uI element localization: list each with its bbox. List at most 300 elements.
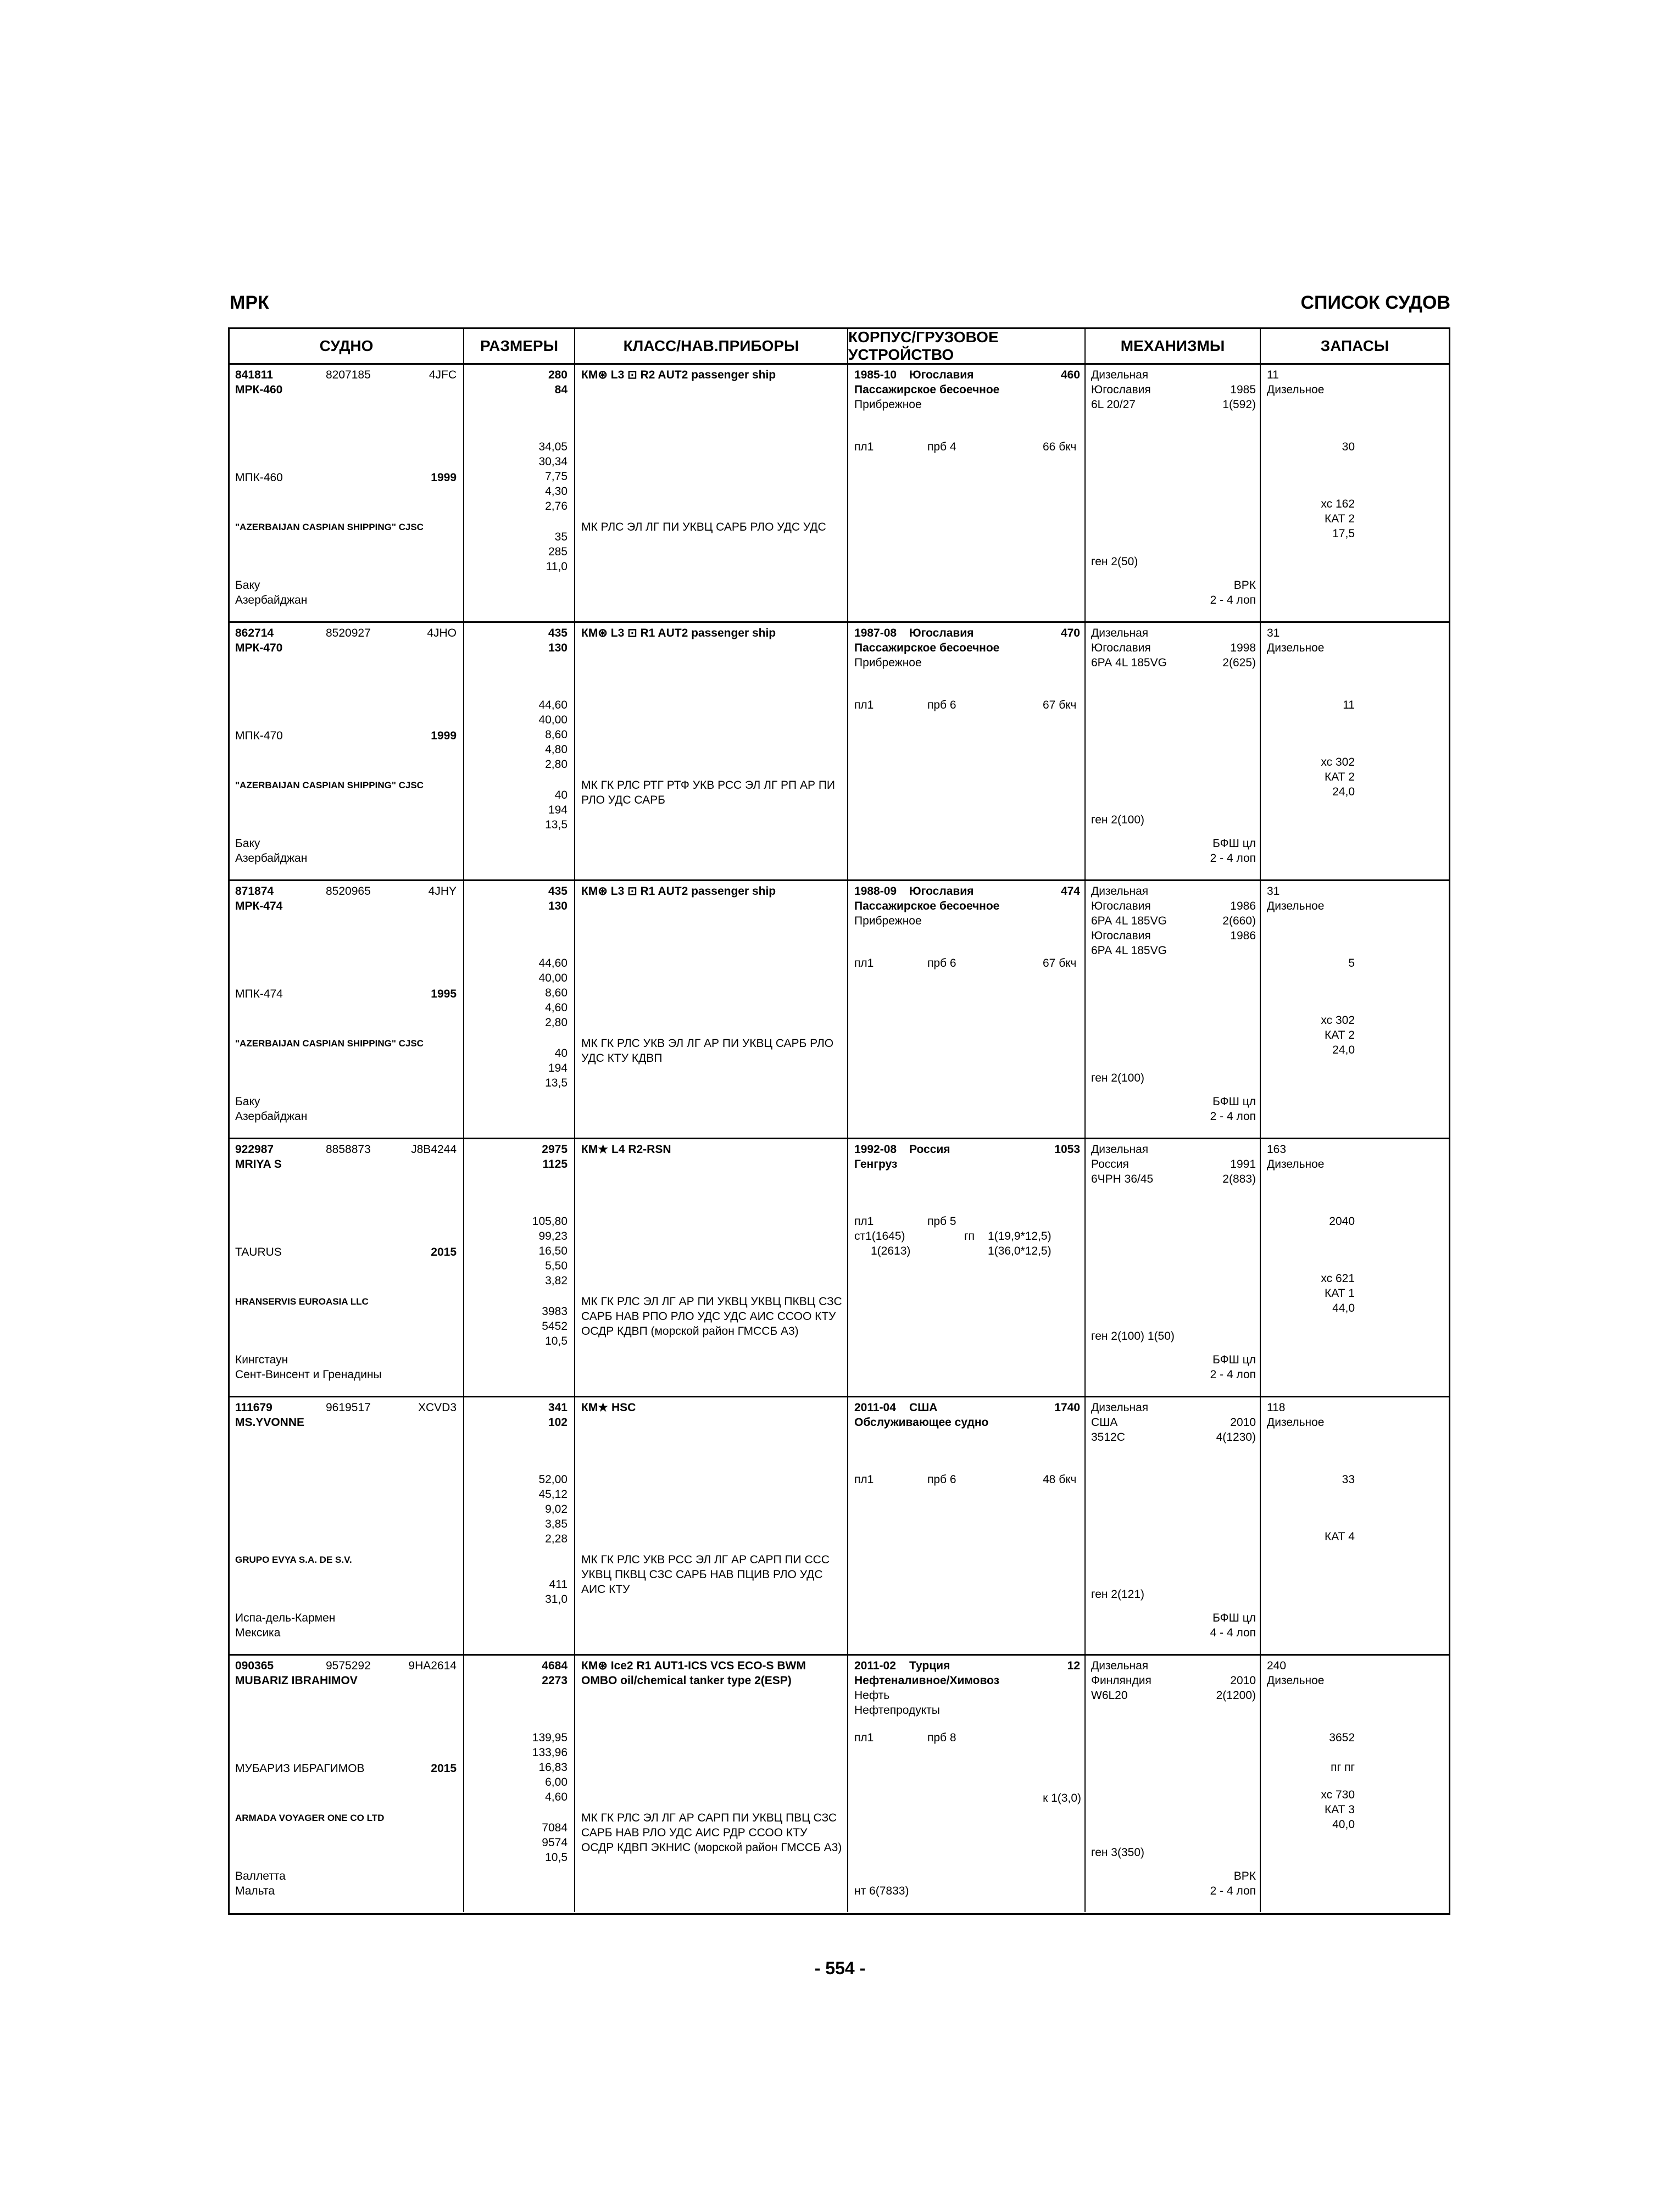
port-of-registry: Баку [235, 1095, 260, 1108]
engine-detail: 3512C [1091, 1431, 1125, 1444]
imo-number: 8520965 [326, 885, 371, 898]
dimension-value: 3,82 [545, 1274, 568, 1287]
engine-value: 1985 [1230, 383, 1256, 396]
vessel-name: МРК-460 [235, 383, 283, 396]
capacity-value: 40 [554, 1047, 568, 1060]
column-divider [847, 365, 848, 621]
fuel-type: Дизельное [1267, 900, 1325, 912]
registry-number: 111679 [235, 1401, 272, 1414]
generators: ген 2(121) [1091, 1588, 1145, 1601]
dimension-value: 3,85 [545, 1518, 568, 1530]
engine-detail: Югославия [1091, 642, 1151, 654]
net-tonnage: 130 [548, 642, 568, 654]
fuel-tanks: 67 бкч [1043, 699, 1077, 711]
dimension-value: 2,80 [545, 1016, 568, 1029]
hull-type: Генгруз [854, 1158, 898, 1171]
deck-count: пл1 [854, 699, 874, 711]
vessel-name: MUBARIZ IBRAHIMOV [235, 1674, 358, 1687]
nav-equipment: МК ГК РЛС ЭЛ ЛГ АР САРП ПИ УКВЦ ПВЦ СЗС САРБ НАВ РЛО УДС АИС РДР ССОО КТУ ОСДР КДВП ЭКНИС (морской район ГМССБ А3) [581, 1812, 842, 1854]
call-sign: 9HA2614 [408, 1659, 457, 1672]
net-tonnage: 2273 [542, 1674, 568, 1687]
engine-detail: 6ЧРН 36/45 [1091, 1173, 1154, 1185]
capacity-value: 411 [549, 1578, 568, 1591]
imo-number: 8520927 [326, 627, 371, 639]
column-divider [463, 1139, 464, 1396]
class-notation: КМ⊛ Ice2 R1 AUT1-ICS VCS ECO-S BWM OMBO oil/chemical tanker type 2(ESP) [581, 1659, 806, 1687]
column-header-dimensions: РАЗМЕРЫ [480, 337, 559, 354]
dimension-value: 4,60 [545, 1791, 568, 1803]
vessel-name: МРК-470 [235, 642, 283, 654]
cargo-hatch-size: 1(36,0*12,5) [988, 1245, 1052, 1257]
engine-value: 2(660) [1222, 915, 1256, 927]
hull-number: 12 [1067, 1659, 1080, 1672]
fuel-type: Дизельное [1267, 383, 1325, 396]
engine-detail: Югославия [1091, 383, 1151, 396]
flag-country: Сент-Винсент и Гренадины [235, 1368, 382, 1381]
fuel-type: Дизельное [1267, 1674, 1325, 1687]
flag-country: Азербайджан [235, 1110, 308, 1123]
call-sign: 4JFC [429, 369, 457, 381]
net-tonnage: 84 [554, 383, 568, 396]
column-divider [1260, 1656, 1261, 1912]
nav-equipment: МК ГК РЛС РТГ РТФ УКВ РСС ЭЛ ЛГ РП АР ПИ РЛО УДС САРБ [581, 779, 836, 806]
build-year: 2015 [431, 1246, 457, 1258]
nav-equipment: МК ГК РЛС УКВ РСС ЭЛ ЛГ АР САРП ПИ ССС УКВЦ ПКВЦ СЗС САРБ НАВ ПЦИВ РЛО УДС АИС КТУ [581, 1553, 830, 1596]
generators: ген 2(100) [1091, 1072, 1145, 1084]
generators: ген 2(100) 1(50) [1091, 1330, 1175, 1342]
capacity-value: 40 [554, 789, 568, 801]
port-of-registry: Баку [235, 579, 260, 592]
dimension-value: 34,05 [538, 441, 568, 453]
gross-tonnage: 4684 [542, 1659, 568, 1672]
dimension-value: 6,00 [545, 1776, 568, 1789]
hull-number: 470 [1060, 627, 1080, 639]
class-notation: КМ★ L4 R2-RSN [581, 1143, 671, 1156]
stores-category: хс 730 [1321, 1789, 1355, 1801]
column-divider [1260, 365, 1261, 621]
hull-build-year: 1987-08 [854, 627, 897, 639]
column-divider [463, 1397, 464, 1654]
engine-value: 1998 [1230, 642, 1256, 654]
hull-number: 460 [1060, 369, 1080, 381]
engine-value: 2(625) [1222, 656, 1256, 669]
gross-tonnage: 280 [548, 369, 568, 381]
fuel-tanks: 66 бкч [1043, 441, 1077, 453]
stores-quantity: 240 [1267, 1659, 1287, 1672]
engine-type: Дизельная [1091, 1659, 1149, 1672]
bulkhead-count: прб 6 [927, 1473, 956, 1486]
former-name: МПК-460 [235, 471, 283, 484]
propeller-type: БФШ цл [1212, 837, 1256, 850]
dimension-value: 139,95 [532, 1731, 568, 1744]
engine-detail: W6L20 [1091, 1689, 1128, 1702]
cargo-hold-info: ст1(1645) [854, 1230, 905, 1243]
vessel-record [230, 365, 1449, 623]
column-divider [1260, 1397, 1261, 1654]
column-divider [463, 623, 464, 879]
hull-build-country: Югославия [909, 369, 974, 381]
dimension-value: 4,80 [545, 743, 568, 756]
column-header-class-nav: КЛАСС/НАВ.ПРИБОРЫ [623, 337, 799, 354]
dimension-value: 45,12 [538, 1488, 568, 1501]
column-divider [463, 1656, 464, 1912]
nav-equipment: МК ГК РЛС УКВ ЭЛ ЛГ АР ПИ УКВЦ САРБ РЛО УДС КТУ КДВП [581, 1037, 834, 1065]
column-divider [574, 1656, 575, 1912]
capacity-value: 194 [548, 804, 568, 816]
owner-name: "AZERBAIJAN CASPIAN SHIPPING" CJSC [235, 1038, 424, 1049]
page-header-right: СПИСОК СУДОВ [1300, 292, 1450, 313]
stores-value: 33 [1342, 1473, 1355, 1486]
stores-value: 3652 [1329, 1731, 1355, 1744]
tanks-info: нт 6(7833) [854, 1885, 909, 1897]
column-divider [847, 1139, 848, 1396]
engine-detail: Финляндия [1091, 1674, 1151, 1687]
build-year: 1995 [431, 988, 457, 1000]
column-header-vessel: СУДНО [319, 337, 374, 354]
engine-value: 2010 [1230, 1416, 1256, 1429]
column-header-stores: ЗАПАСЫ [1320, 337, 1389, 354]
vessel-name: МРК-474 [235, 900, 283, 912]
column-divider [574, 1397, 575, 1654]
owner-name: GRUPO EVYA S.A. DE S.V. [235, 1555, 352, 1565]
registry-number: 871874 [235, 885, 274, 898]
dimension-value: 7,75 [545, 470, 568, 483]
hull-build-year: 2011-02 [854, 1659, 896, 1672]
capacity-value: 3983 [542, 1305, 568, 1318]
column-divider [574, 623, 575, 879]
dimension-value: 9,02 [545, 1503, 568, 1516]
column-header-hull-cargo: КОРПУС/ГРУЗОВОЕ УСТРОЙСТВО [848, 328, 999, 363]
deck-count: пл1 [854, 957, 874, 970]
column-divider [1260, 881, 1261, 1138]
hull-number: 1740 [1054, 1401, 1080, 1414]
flag-country: Мальта [235, 1885, 275, 1897]
owner-name: "AZERBAIJAN CASPIAN SHIPPING" CJSC [235, 780, 424, 790]
stores-category: 17,5 [1332, 527, 1355, 540]
crane-info: к 1(3,0) [1043, 1792, 1081, 1804]
propeller-blades: 2 - 4 лоп [1210, 1368, 1256, 1381]
stores-value: 2040 [1329, 1215, 1355, 1228]
hull-extra-line: Нефтепродукты [854, 1704, 940, 1717]
former-name: МУБАРИЗ ИБРАГИМОВ [235, 1762, 365, 1775]
page-number: - 554 - [814, 1958, 866, 1978]
navigation-area: Прибрежное [854, 656, 922, 669]
vessel-name: MS.YVONNE [235, 1416, 305, 1429]
stores-value: 11 [1343, 699, 1355, 711]
navigation-area: Прибрежное [854, 398, 922, 411]
net-tonnage: 130 [548, 900, 568, 912]
vessel-record [230, 623, 1449, 881]
vessel-record [230, 1397, 1449, 1656]
propeller-type: ВРК [1233, 579, 1256, 592]
table-header [230, 329, 1449, 365]
dimension-value: 52,00 [538, 1473, 568, 1486]
stores-category: хс 162 [1321, 498, 1355, 510]
dimension-value: 4,30 [545, 485, 568, 498]
hull-number: 1053 [1054, 1143, 1080, 1156]
column-header-machinery: МЕХАНИЗМЫ [1120, 337, 1225, 354]
cargo-hatch-label: гп [964, 1230, 975, 1243]
registry-number: 922987 [235, 1143, 274, 1156]
hull-build-country: Турция [909, 1659, 950, 1672]
engine-detail: 6L 20/27 [1091, 398, 1136, 411]
capacity-value: 10,5 [545, 1335, 568, 1347]
bulkhead-count: прб 5 [927, 1215, 956, 1228]
stores-category: КАТ 2 [1325, 1029, 1355, 1041]
engine-type: Дизельная [1091, 1401, 1149, 1414]
capacity-value: 5452 [542, 1320, 568, 1333]
hull-build-country: Россия [909, 1143, 950, 1156]
capacity-value: 194 [548, 1062, 568, 1074]
engine-value: 2010 [1230, 1674, 1256, 1687]
stores-quantity: 31 [1267, 627, 1280, 639]
imo-number: 9619517 [326, 1401, 371, 1414]
build-year: 1999 [431, 471, 457, 484]
fuel-tanks: 67 бкч [1043, 957, 1077, 970]
column-divider [1084, 881, 1086, 1138]
dimension-value: 133,96 [532, 1746, 568, 1759]
engine-detail: Югославия [1091, 900, 1151, 912]
column-divider [847, 1656, 848, 1912]
deck-count: пл1 [854, 1473, 874, 1486]
class-notation: КМ⊛ L3 ⊡ R1 AUT2 passenger ship [581, 627, 776, 639]
dimension-value: 16,50 [538, 1245, 568, 1257]
deck-count: пл1 [854, 441, 874, 453]
column-divider [574, 1139, 575, 1396]
propeller-blades: 2 - 4 лоп [1210, 594, 1256, 606]
hull-build-country: США [909, 1401, 938, 1414]
stores-category: КАТ 4 [1325, 1530, 1355, 1543]
hull-type: Нефтеналивное/Химовоз [854, 1674, 1000, 1687]
engine-value: 2(1200) [1216, 1689, 1256, 1702]
propeller-type: БФШ цл [1212, 1095, 1256, 1108]
fuel-type: Дизельное [1267, 642, 1325, 654]
cargo-hatch-size: 1(19,9*12,5) [988, 1230, 1052, 1243]
gross-tonnage: 341 [548, 1401, 568, 1414]
engine-value: 1(592) [1222, 398, 1256, 411]
port-of-registry: Кингстаун [235, 1353, 288, 1366]
generators: ген 2(100) [1091, 814, 1145, 826]
net-tonnage: 1125 [542, 1158, 568, 1171]
dimension-value: 2,28 [545, 1533, 568, 1545]
column-divider [574, 881, 575, 1138]
hull-build-year: 1992-08 [854, 1143, 897, 1156]
net-tonnage: 102 [548, 1416, 568, 1429]
capacity-value: 7084 [542, 1821, 568, 1834]
propeller-blades: 4 - 4 лоп [1210, 1626, 1256, 1639]
capacity-value: 11,0 [546, 560, 568, 573]
column-divider [574, 365, 575, 621]
build-year: 1999 [431, 729, 457, 742]
stores-category: хс 621 [1321, 1272, 1355, 1285]
capacity-value: 9574 [542, 1836, 568, 1849]
hull-build-year: 1985-10 [854, 369, 897, 381]
stores-value: 30 [1342, 441, 1355, 453]
capacity-value: 10,5 [545, 1851, 568, 1864]
vessel-record [230, 1139, 1449, 1397]
dimension-value: 44,60 [538, 699, 568, 711]
dimension-value: 105,80 [532, 1215, 568, 1228]
engine-detail: Югославия [1091, 929, 1151, 942]
engine-value: 1991 [1230, 1158, 1256, 1171]
column-divider [463, 881, 464, 1138]
stores-quantity: 11 [1267, 369, 1279, 381]
column-divider [463, 365, 464, 621]
column-divider [1084, 1656, 1086, 1912]
hull-build-country: Югославия [909, 627, 974, 639]
capacity-value: 13,5 [545, 1077, 568, 1089]
engine-type: Дизельная [1091, 885, 1149, 898]
dimension-value: 30,34 [538, 455, 568, 468]
propeller-type: БФШ цл [1212, 1353, 1256, 1366]
engine-detail: 6РА 4L 185VG [1091, 915, 1167, 927]
navigation-area: Нефть [854, 1689, 890, 1702]
column-divider [847, 1397, 848, 1654]
port-of-registry: Испа-дель-Кармен [235, 1612, 336, 1624]
propeller-type: БФШ цл [1212, 1612, 1256, 1624]
hull-number: 474 [1060, 885, 1080, 898]
engine-value: 2(883) [1222, 1173, 1256, 1185]
dimension-value: 40,00 [538, 972, 568, 984]
fuel-tanks: 48 бкч [1043, 1473, 1077, 1486]
registry-number: 841811 [235, 369, 273, 381]
former-name: МПК-474 [235, 988, 283, 1000]
dimension-value: 2,76 [545, 500, 568, 512]
propeller-blades: 2 - 4 лоп [1210, 1110, 1256, 1123]
capacity-value: 31,0 [545, 1593, 568, 1606]
bulkhead-count: прб 6 [927, 957, 956, 970]
dimension-value: 4,60 [545, 1001, 568, 1014]
imo-number: 8858873 [326, 1143, 371, 1156]
stores-quantity: 118 [1267, 1401, 1286, 1414]
dimension-value: 5,50 [545, 1260, 568, 1272]
generators: ген 3(350) [1091, 1846, 1145, 1859]
deck-count: пл1 [854, 1731, 874, 1744]
class-notation: КМ⊛ L3 ⊡ R1 AUT2 passenger ship [581, 885, 776, 898]
call-sign: J8B4244 [411, 1143, 457, 1156]
hull-type: Пассажирское бесоечное [854, 383, 1000, 396]
dimension-value: 8,60 [545, 987, 568, 999]
dimension-value: 16,83 [538, 1761, 568, 1774]
stores-category: 40,0 [1332, 1818, 1355, 1831]
stores-category: КАТ 2 [1325, 512, 1355, 525]
fuel-type: Дизельное [1267, 1158, 1325, 1171]
deck-count: пл1 [854, 1215, 874, 1228]
owner-name: HRANSERVIS EUROASIA LLC [235, 1296, 369, 1307]
class-notation: КМ⊛ L3 ⊡ R2 AUT2 passenger ship [581, 369, 776, 381]
hull-build-year: 2011-04 [854, 1401, 896, 1414]
column-divider [847, 881, 848, 1138]
gross-tonnage: 435 [548, 627, 568, 639]
hull-build-country: Югославия [909, 885, 974, 898]
owner-name: "AZERBAIJAN CASPIAN SHIPPING" CJSC [235, 522, 424, 532]
column-divider [1260, 623, 1261, 879]
capacity-value: 35 [554, 531, 568, 543]
dimension-value: 44,60 [538, 957, 568, 970]
hull-type: Пассажирское бесоечное [854, 642, 1000, 654]
build-year: 2015 [431, 1762, 457, 1775]
stores-category: 44,0 [1332, 1302, 1355, 1314]
hull-type: Обслуживающее судно [854, 1416, 989, 1429]
nav-equipment: МК РЛС ЭЛ ЛГ ПИ УКВЦ САРБ РЛО УДС УДС [581, 521, 826, 533]
engine-type: Дизельная [1091, 627, 1149, 639]
dimension-value: 40,00 [538, 714, 568, 726]
engine-value: 1986 [1230, 929, 1256, 942]
gross-tonnage: 435 [548, 885, 568, 898]
propeller-type: ВРК [1233, 1870, 1256, 1882]
stores-quantity: 163 [1267, 1143, 1287, 1156]
column-divider [1084, 1397, 1086, 1654]
engine-type: Дизельная [1091, 1143, 1149, 1156]
ship-register-table [228, 327, 1450, 1915]
dimension-value: 2,80 [545, 758, 568, 771]
former-name: TAURUS [235, 1246, 282, 1258]
navigation-area: Прибрежное [854, 915, 922, 927]
engine-type: Дизельная [1091, 369, 1149, 381]
port-of-registry: Баку [235, 837, 260, 850]
propeller-blades: 2 - 4 лоп [1210, 1885, 1256, 1897]
flag-country: Мексика [235, 1626, 281, 1639]
registry-number: 090365 [235, 1659, 274, 1672]
column-divider [1260, 1139, 1261, 1396]
cargo-hold-info: 1(2613) [871, 1245, 911, 1257]
engine-detail: 6РА 4L 185VG [1091, 656, 1167, 669]
bulkhead-count: прб 8 [927, 1731, 956, 1744]
page-header-left: МРК [230, 292, 269, 313]
stores-category: 24,0 [1332, 1044, 1355, 1056]
bulkhead-count: прб 6 [927, 699, 956, 711]
stores-category: КАТ 1 [1325, 1287, 1355, 1300]
call-sign: 4JHY [428, 885, 457, 898]
stores-note: пг пг [1331, 1761, 1355, 1774]
stores-category: КАТ 2 [1325, 771, 1355, 783]
imo-number: 9575292 [326, 1659, 371, 1672]
engine-detail: США [1091, 1416, 1118, 1429]
propeller-blades: 2 - 4 лоп [1210, 852, 1256, 865]
stores-category: КАТ 3 [1325, 1803, 1355, 1816]
engine-detail: 6РА 4L 185VG [1091, 944, 1167, 957]
column-divider [847, 623, 848, 879]
capacity-value: 285 [548, 545, 568, 558]
flag-country: Азербайджан [235, 852, 308, 865]
stores-category: хс 302 [1321, 756, 1355, 768]
stores-category: хс 302 [1321, 1014, 1355, 1027]
imo-number: 8207185 [326, 369, 371, 381]
engine-value: 1986 [1230, 900, 1256, 912]
stores-value: 5 [1348, 957, 1355, 970]
hull-build-year: 1988-09 [854, 885, 897, 898]
flag-country: Азербайджан [235, 594, 308, 606]
owner-name: ARMADA VOYAGER ONE CO LTD [235, 1813, 385, 1823]
capacity-value: 13,5 [545, 818, 568, 831]
dimension-value: 99,23 [538, 1230, 568, 1243]
bulkhead-count: прб 4 [927, 441, 956, 453]
stores-quantity: 31 [1267, 885, 1280, 898]
nav-equipment: МК ГК РЛС ЭЛ ЛГ АР ПИ УКВЦ УКВЦ ПКВЦ СЗС САРБ НАВ РПО РЛО УДС УДС АИС ССОО КТУ ОСДР КДВП (морской район ГМССБ А3) [581, 1295, 842, 1338]
registry-number: 862714 [235, 627, 274, 639]
class-notation: КМ★ HSC [581, 1401, 636, 1414]
engine-value: 4(1230) [1216, 1431, 1256, 1444]
column-divider [1084, 623, 1086, 879]
vessel-record [230, 1656, 1449, 1914]
call-sign: XCVD3 [418, 1401, 457, 1414]
column-divider [1084, 365, 1086, 621]
vessel-record [230, 881, 1449, 1139]
vessel-name: MRIYA S [235, 1158, 282, 1171]
hull-type: Пассажирское бесоечное [854, 900, 1000, 912]
call-sign: 4JHO [427, 627, 457, 639]
fuel-type: Дизельное [1267, 1416, 1325, 1429]
